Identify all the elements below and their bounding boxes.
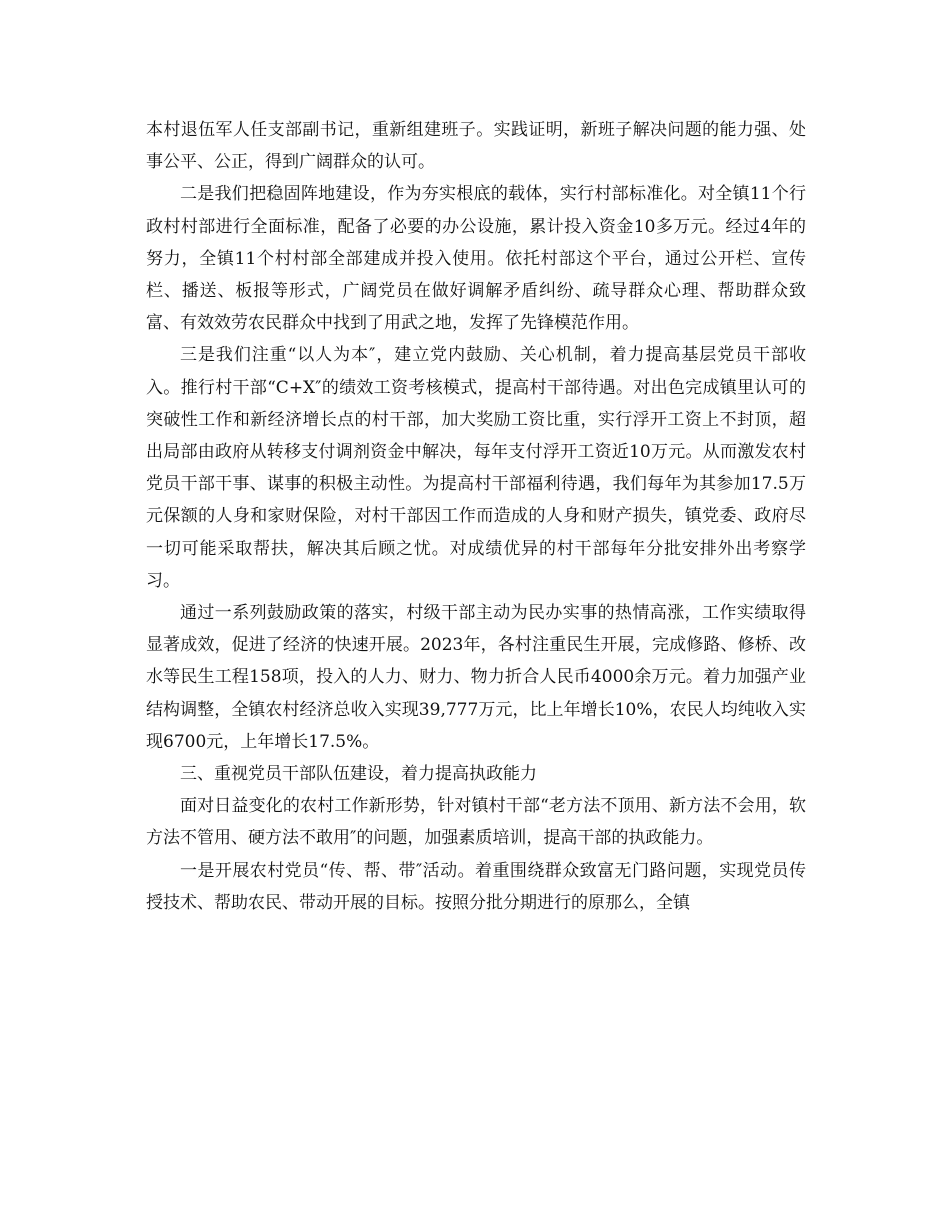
- paragraph-position-building: 二是我们把稳固阵地建设，作为夯实根底的载体，实行村部标准化。对全镇11个行政村村部进行全面标准，配备了必要的办公设施，累计投入资金10多万元。经过4年的努力，全镇11个村村部全部建成并投入使用。依托村部这个平台，通过公开栏、宣传栏、播送、板报等形式，广阔党员在做好调解矛盾纠纷、疏导群众心理、帮助群众致富、有效效劳农民群众中找到了用武之地，发挥了先锋模范作用。: [146, 184, 806, 334]
- section-heading: 三、重视党员干部队伍建设，着力提高执政能力: [180, 764, 537, 785]
- paragraph-incentive-mechanism: 三是我们注重“以人为本″，建立党内鼓励、关心机制，着力提高基层党员干部收入。推行村干部“C+X″的绩效工资考核模式，提高村干部待遇。对出色完成镇里认可的突破性工作和新经济增长点的村干部，加大奖励工资比重，实行浮开工资上不封顶，超出局部由政府从转移支付调剂资金中解决，每年支付浮开工资近10万元。从而激发农村党员干部干事、谋事的积极主动性。为提高村干部福利待遇，我们每年为其参加17.5万元保额的人身和家财保险，对村干部因工作而造成的人身和财产损失，镇党委、政府尽一切可能采取帮扶，解决其后顾之忧。对成绩优异的村干部每年分批安排外出考察学习。: [146, 345, 806, 591]
- paragraph-training: 面对日益变化的农村工作新形势，针对镇村干部“老方法不顶用、新方法不会用，软方法不管用、硬方法不敢用″的问题，加强素质培训，提高干部的执政能力。: [146, 796, 806, 849]
- paragraph-results: 通过一系列鼓励政策的落实，村级干部主动为民办实事的热情高涨，工作实绩取得显著成效，促进了经济的快速开展。2023年，各村注重民生开展，完成修路、修桥、改水等民生工程158项，投入的人力、财力、物力折合人民币4000余万元。着力加强产业结构调整，全镇农村经济总收入实现39,777万元，比上年增长10%，农民人均纯收入实现6700元，上年增长17.5%。: [146, 603, 806, 752]
- document-page: [146, 114, 806, 919]
- paragraph-mentoring: 一是开展农村党员“传、帮、带″活动。着重围绕群众致富无门路问题，实现党员传授技术、帮助农民、带动开展的目标。按照分批分期进行的原那么，全镇: [146, 860, 806, 913]
- paragraph-continuation: 本村退伍军人任支部副书记，重新组建班子。实践证明，新班子解决问题的能力强、处事公平、公正，得到广阔群众的认可。: [146, 120, 806, 173]
